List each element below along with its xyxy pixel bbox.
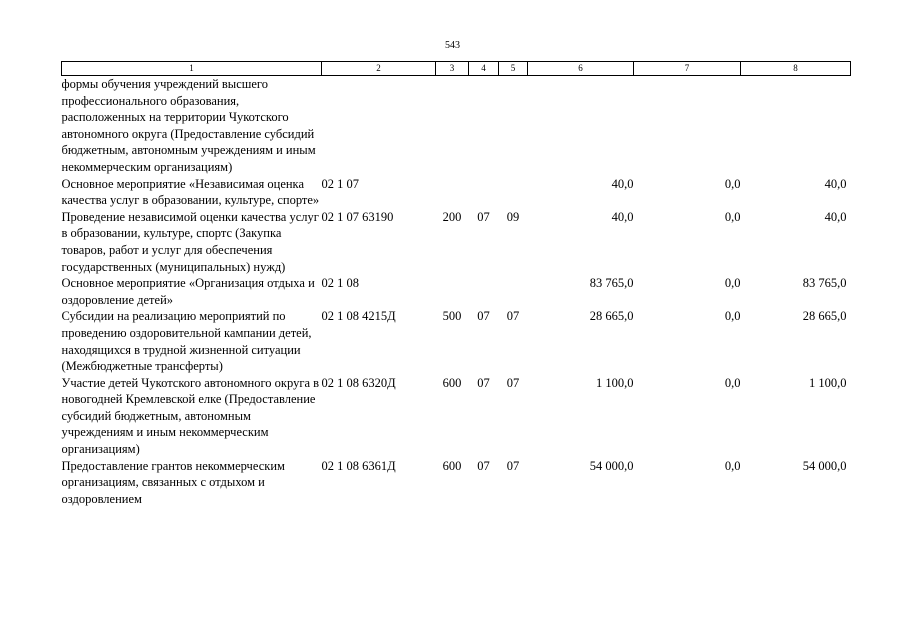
col-header-5: 5 — [499, 62, 528, 76]
row-name: Предоставление грантов некоммерческим организациям, связанных с отдыхом и оздоровлением — [61, 458, 285, 506]
row-subsection: 09 — [506, 209, 520, 224]
row-amount-col8: 40,0 — [824, 209, 847, 224]
row-code: 02 1 07 — [321, 176, 359, 191]
row-amount-col6: 28 665,0 — [589, 309, 634, 324]
row-amount-col6: 40,0 — [611, 176, 634, 191]
budget-table — [61, 61, 851, 507]
row-section: 07 — [477, 458, 490, 473]
row-subsection — [499, 76, 528, 176]
row-amount-col8: 54 000,0 — [802, 458, 847, 473]
table-row — [62, 209, 851, 275]
col-header-8: 8 — [741, 62, 851, 76]
row-amount-col6: 40,0 — [611, 209, 634, 224]
row-code: 02 1 08 — [321, 276, 359, 291]
col-header-1: 1 — [62, 62, 322, 76]
row-name: Проведение независимой оценки качества услуг в образовании, культуре, спортс (Закупка товаров, работ и услуг для обеспечения государственных (муниципальных) нужд) — [61, 209, 319, 274]
row-amount-col7: 0,0 — [724, 458, 741, 473]
row-section: 07 — [477, 209, 490, 224]
col-header-3: 3 — [436, 62, 469, 76]
row-subsection: 07 — [506, 309, 520, 324]
row-code: 02 1 08 6320Д — [321, 375, 396, 390]
row-subsection — [499, 275, 528, 308]
row-section — [469, 176, 499, 209]
row-amount-col8: 28 665,0 — [802, 309, 847, 324]
row-amount-col7: 0,0 — [724, 209, 741, 224]
row-code — [322, 76, 436, 176]
row-subsection: 07 — [506, 375, 520, 390]
table-row — [62, 308, 851, 374]
row-section: 07 — [477, 375, 490, 390]
table-row — [62, 375, 851, 458]
col-header-6: 6 — [528, 62, 634, 76]
row-expense-type — [436, 76, 469, 176]
header-row — [62, 62, 851, 76]
row-code: 02 1 08 4215Д — [321, 309, 396, 324]
col-header-4: 4 — [469, 62, 499, 76]
table-row — [62, 458, 851, 508]
row-subsection: 07 — [506, 458, 520, 473]
row-name: Участие детей Чукотского автономного округа в новогодней Кремлевской елке (Предоставление субсидий бюджетным, автономным учреждениям и иным некоммерческим организациям) — [61, 375, 320, 457]
row-amount-col7: 0,0 — [724, 276, 741, 291]
row-amount-col8: 1 100,0 — [809, 375, 847, 390]
row-expense-type: 200 — [442, 209, 462, 224]
row-code: 02 1 07 63190 — [321, 209, 394, 224]
row-expense-type — [436, 275, 469, 308]
row-amount-col6 — [528, 76, 634, 176]
row-amount-col7: 0,0 — [724, 309, 741, 324]
row-amount-col7 — [634, 76, 741, 176]
row-amount-col6: 83 765,0 — [589, 276, 634, 291]
row-subsection — [499, 176, 528, 209]
table-row — [62, 275, 851, 308]
table-row — [62, 76, 851, 176]
row-amount-col8: 40,0 — [824, 176, 847, 191]
row-name: формы обучения учреждений высшего профессионального образования, расположенных на территории Чукотского автономного округа (Предоставление субсидий бюджетным, автономным учреждениям и иным некоммерческим организациям) — [61, 77, 316, 174]
row-expense-type: 500 — [442, 309, 462, 324]
row-section: 07 — [477, 309, 490, 324]
table-row — [62, 176, 851, 209]
row-amount-col7: 0,0 — [724, 176, 741, 191]
col-header-7: 7 — [634, 62, 741, 76]
row-code: 02 1 08 6361Д — [321, 458, 396, 473]
row-section — [469, 275, 499, 308]
row-expense-type — [436, 176, 469, 209]
row-amount-col6: 1 100,0 — [596, 375, 634, 390]
row-expense-type: 600 — [442, 458, 462, 473]
row-amount-col8 — [741, 76, 851, 176]
row-name: Основное мероприятие «Независимая оценка качества услуг в образовании, культуре, спорте» — [61, 176, 320, 208]
row-section — [469, 76, 499, 176]
row-amount-col7: 0,0 — [724, 375, 741, 390]
row-amount-col6: 54 000,0 — [589, 458, 634, 473]
row-name: Субсидии на реализацию мероприятий по проведению оздоровительной кампании детей, находящихся в трудной жизненной ситуации (Межбюджетные трансферты) — [61, 309, 312, 374]
row-name: Основное мероприятие «Организация отдыха и оздоровление детей» — [61, 276, 315, 307]
row-amount-col8: 83 765,0 — [802, 276, 847, 291]
col-header-2: 2 — [322, 62, 436, 76]
page-number: 543 — [445, 40, 460, 51]
row-expense-type: 600 — [442, 375, 462, 390]
